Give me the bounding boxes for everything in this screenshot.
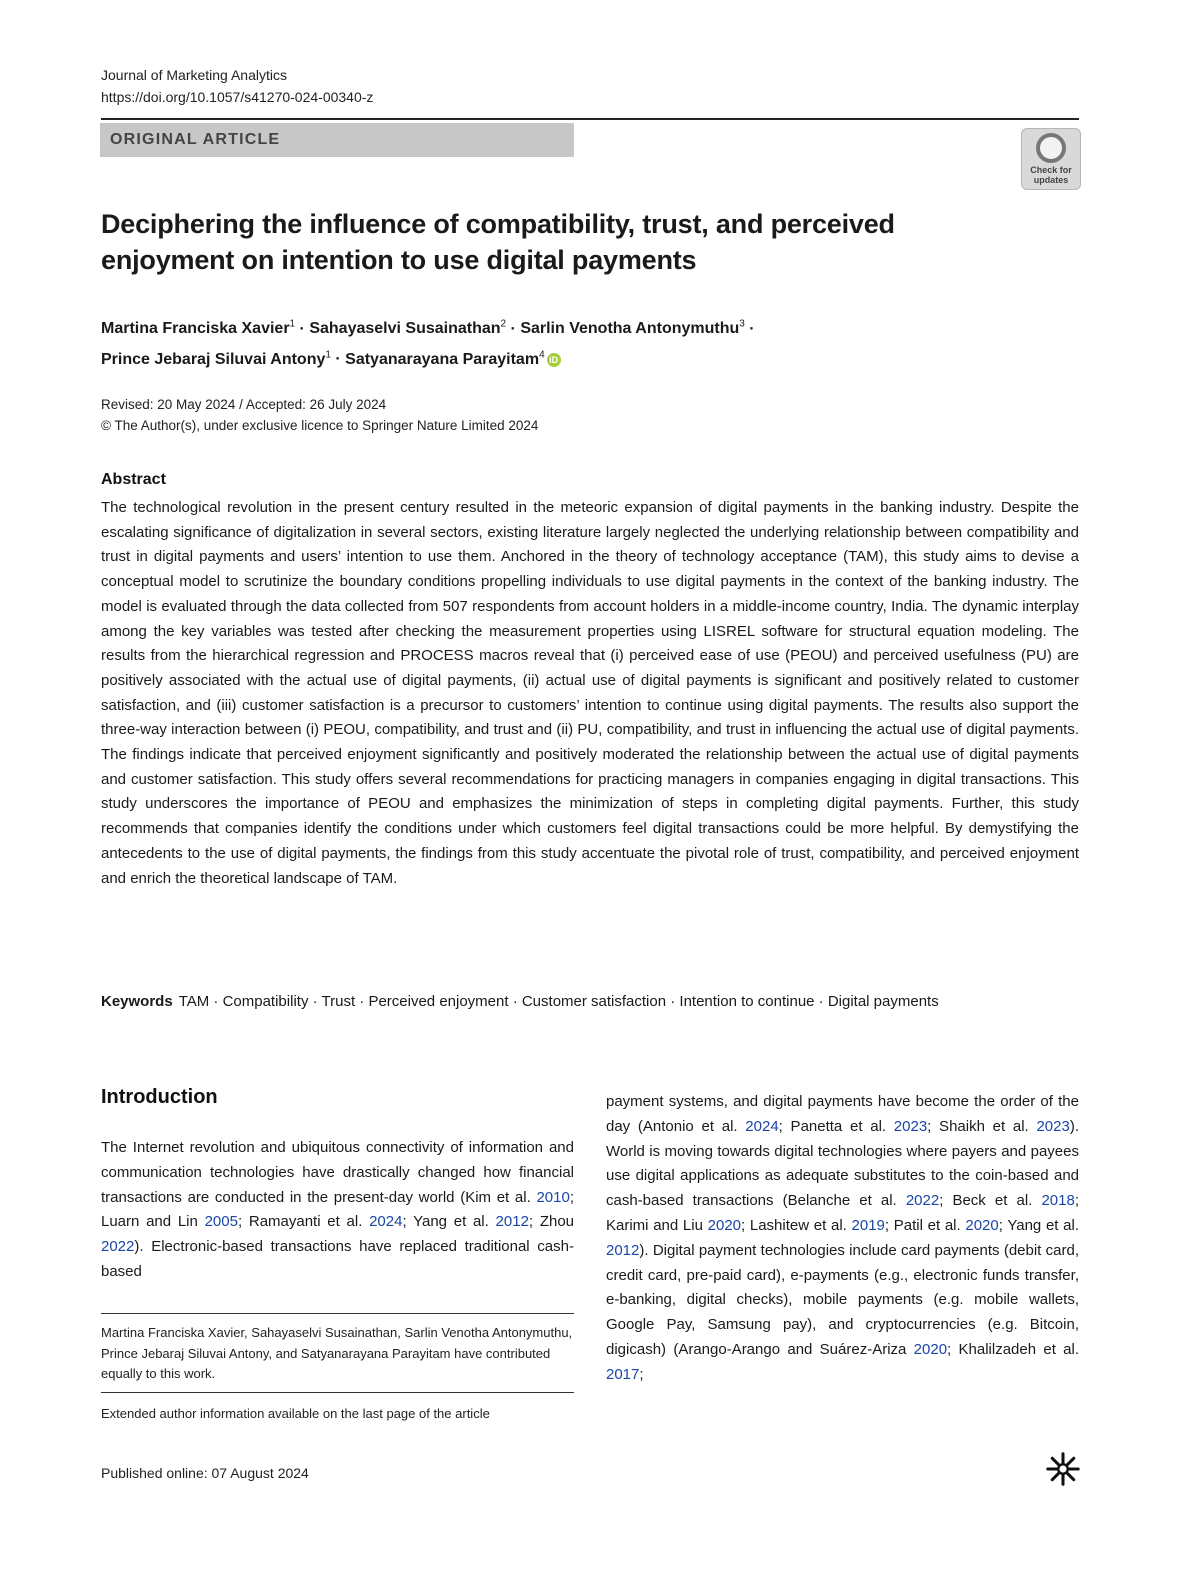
abstract-text: The technological revolution in the present century resulted in the meteoric expansion of digital payments in the banking industry. Despite the escalating significance of digitalization in several sectors, existing literature largely neglected the underlying relationship between compatibility and trust in digital payments and users’ intention to use them. Anchored in the theory of technology acceptance (TAM), this study aims to devise a conceptual model to scrutinize the boundary conditions propelling individuals to use digital payments in the context of the banking industry. The model is evaluated through the data collected from 507 respondents from account holders in a middle-income country, India. The dynamic interplay among the key variables was tested after checking the measurement properties using LISREL software for structural equation modeling. The results from the hierarchical regression and PROCESS macros reveal that (i) perceived ease of use (PEOU) and perceived usefulness (PU) are positively associated with the actual use of digital payments, (ii) actual use of digital payments is significant and positively related to customer satisfaction, and (iii) customer satisfaction is a precursor to customers’ intention to continue using digital payments. The results also support the three-way interaction between (i) PEOU, compatibility, and trust and (ii) PU, compatibility, and trust in influencing the actual use of digital payments. The findings indicate that perceived enjoyment significantly and positively moderated the relationship between the actual use of digital payments and customer satisfaction. This study offers several recommendations for practicing managers in companies engaging in digital transactions. This study underscores the importance of PEOU and emphasizes the minimization of steps in completing digital payments. Further, this study recommends that companies identify the conditions under which customers feel digital transactions could be more helpful. By demystifying the antecedents to the use of digital payments, the findings from this study accentuate the pivotal role of trust, compatibility, and perceived enjoyment and enrich the theoretical landscape of TAM. bbox=[101, 499, 1079, 887]
body-text: ; Yang et al. bbox=[998, 1216, 1079, 1234]
keywords-list: TAM · Compatibility · Trust · Perceived enjoyment · Customer satisfaction · Intention to continue · Digital payments bbox=[178, 993, 939, 1010]
citation-link[interactable]: 2024 bbox=[369, 1213, 403, 1231]
springer-logo-icon bbox=[1044, 1450, 1082, 1488]
body-text: ). Digital payment technologies include card payments (debit card, credit card, pre-paid card), e-payments (e.g., electronic funds transfer, e-banking, digital checks), mobile payments (e.g. mobile wallets, Google Pay, Samsung pay), and cryptocurrencies (e.g. Bitcoin, digicash) (Arango-Arango and Suárez-Ariza bbox=[606, 1241, 1079, 1358]
author-1[interactable]: Martina Franciska Xavier$^1$ bbox=[101, 319, 296, 338]
author-4[interactable]: Prince Jebaraj Siluvai Antony$^1$ bbox=[101, 349, 331, 368]
author-3[interactable]: Sarlin Venotha Antonymuthu$^3$ bbox=[520, 319, 745, 338]
citation-link[interactable]: 2018 bbox=[1041, 1192, 1075, 1210]
revision-dates: Revised: 20 May 2024 / Accepted: 26 July 2024 bbox=[101, 397, 387, 412]
citation-link[interactable]: 2020 bbox=[707, 1216, 742, 1234]
body-text: The Internet revolution and ubiquitous connectivity of information and communication technologies have drastically changed how financial transactions are conducted in the present-day world (Kim et al. bbox=[101, 1139, 574, 1206]
citation-link[interactable]: 2012 bbox=[606, 1241, 640, 1259]
article-title: Deciphering the influence of compatibility, trust, and perceived enjoyment on intention to use digital payments bbox=[101, 209, 895, 275]
orcid-icon[interactable]: iD bbox=[547, 353, 561, 367]
citation-link[interactable]: 2020 bbox=[913, 1340, 948, 1358]
citation-link[interactable]: 2023 bbox=[893, 1117, 928, 1135]
author-5[interactable]: Satyanarayana Parayitam$^4$ bbox=[345, 349, 545, 368]
citation-link[interactable]: 2022 bbox=[905, 1192, 940, 1210]
keywords bbox=[101, 990, 1079, 1015]
citation-link[interactable]: 2010 bbox=[536, 1188, 570, 1206]
abstract-heading: Abstract bbox=[101, 471, 166, 488]
check-for-updates-badge[interactable] bbox=[1021, 128, 1081, 190]
citation-link[interactable]: 2023 bbox=[1036, 1117, 1070, 1135]
citation-link[interactable]: 2005 bbox=[204, 1213, 238, 1231]
body-text: ; Patil et al. bbox=[884, 1216, 966, 1234]
introduction-left-column bbox=[101, 1136, 574, 1285]
citation-link[interactable]: 2022 bbox=[101, 1238, 135, 1256]
check-updates-icon bbox=[1036, 133, 1066, 163]
article-type-banner bbox=[100, 123, 574, 157]
footnote-rule bbox=[101, 1313, 574, 1314]
introduction-heading: Introduction bbox=[101, 1086, 218, 1108]
author-list: Martina Franciska Xavier$^1$ · Sahayaselvi Susainathan$^2$ · Sarlin Venotha Antonymuthu$^3$ · Prince Jebaraj Siluvai Antony$^1$ · Satyanarayana Parayitam$^4$ iD bbox=[101, 319, 755, 368]
body-text: ; bbox=[639, 1365, 644, 1383]
journal-name: Journal of Marketing Analytics bbox=[101, 67, 287, 83]
journal-header bbox=[101, 64, 373, 108]
author-2[interactable]: Sahayaselvi Susainathan$^2$ bbox=[309, 319, 507, 338]
article-dates bbox=[101, 394, 538, 436]
doi-link[interactable]: https://doi.org/10.1057/s41270-024-00340-z bbox=[101, 89, 374, 105]
citation-link[interactable]: 2024 bbox=[745, 1117, 779, 1135]
body-text: ). World is moving towards digital technologies where payers and payees use digital applications as adequate substitutes to the coin-based and cash-based transactions (Belanche et al. bbox=[606, 1117, 1079, 1210]
check-updates-label: Check for updates bbox=[1030, 165, 1072, 185]
extended-author-info: Extended author information available on the last page of the article bbox=[101, 1406, 490, 1421]
body-text: ; Yang et al. bbox=[402, 1213, 496, 1231]
footnote-rule-2 bbox=[101, 1392, 574, 1393]
body-text: ). Electronic-based transactions have replaced traditional cash-based bbox=[101, 1238, 574, 1280]
body-text: ; Ramayanti et al. bbox=[237, 1213, 370, 1231]
citation-link[interactable]: 2012 bbox=[495, 1213, 529, 1231]
body-text: ; Shaikh et al. bbox=[927, 1117, 1037, 1135]
citation-link[interactable]: 2020 bbox=[965, 1216, 999, 1234]
header-rule bbox=[101, 118, 1079, 120]
body-text: ; Karimi and Liu bbox=[606, 1192, 1079, 1234]
citation-link[interactable]: 2019 bbox=[851, 1216, 885, 1234]
keywords-label: Keywords bbox=[101, 993, 173, 1010]
body-text: ; Panetta et al. bbox=[778, 1117, 894, 1135]
body-text: ; Zhou bbox=[528, 1213, 575, 1231]
body-text: payment systems, and digital payments have become the order of the day (Antonio et al. bbox=[606, 1093, 1079, 1135]
published-online: Published online: 07 August 2024 bbox=[101, 1465, 309, 1481]
body-text: ; Luarn and Lin bbox=[101, 1188, 574, 1231]
body-text: ; Beck et al. bbox=[939, 1192, 1042, 1210]
contribution-footnote: Martina Franciska Xavier, Sahayaselvi Susainathan, Sarlin Venotha Antonymuthu, Prince Jebaraj Siluvai Antony, and Satyanarayana Parayitam have contributed equally to this work. bbox=[101, 1325, 573, 1381]
body-text: ; Lashitew et al. bbox=[741, 1216, 852, 1234]
copyright-notice: © The Author(s), under exclusive licence to Springer Nature Limited 2024 bbox=[101, 418, 539, 433]
introduction-right-column bbox=[606, 1090, 1079, 1388]
article-type-label: ORIGINAL ARTICLE bbox=[110, 131, 281, 148]
citation-link[interactable]: 2017 bbox=[606, 1365, 640, 1383]
body-text: ; Khalilzadeh et al. bbox=[947, 1340, 1080, 1358]
